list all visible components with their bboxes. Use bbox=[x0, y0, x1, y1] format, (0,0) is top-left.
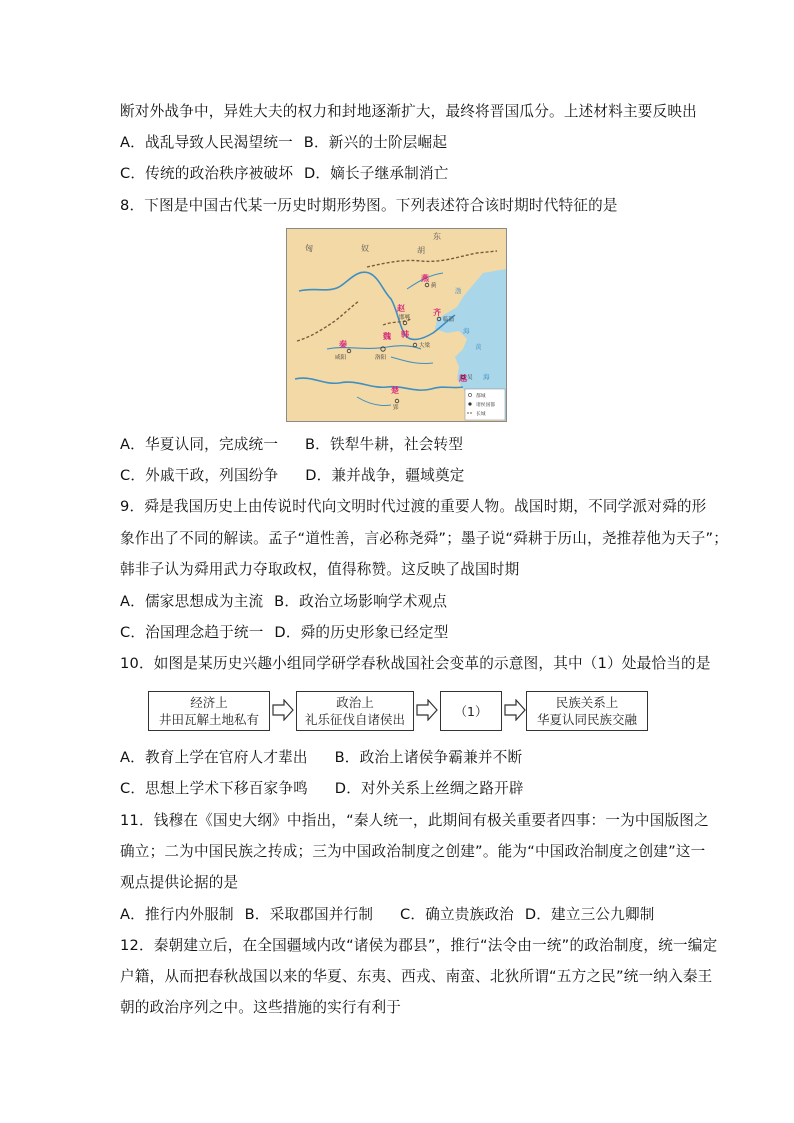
flow-arrow-2 bbox=[416, 699, 438, 721]
map-label-donghai: 海 bbox=[483, 373, 490, 381]
map-label-handan: 邯郸 bbox=[399, 315, 411, 321]
map-label-chu: 楚 bbox=[391, 386, 399, 395]
q10-option-c[interactable]: C．思想上学术下移百家争鸣 bbox=[120, 780, 308, 797]
flow-box-economy bbox=[148, 691, 270, 731]
q11-option-d[interactable]: D．建立三公九卿制 bbox=[524, 906, 655, 923]
q9-options-row2 bbox=[120, 623, 449, 643]
legend-label-capital: 都城 bbox=[476, 394, 486, 399]
map-label-luoyang: 洛阳 bbox=[375, 355, 387, 361]
flow-box-blank-text: （1） bbox=[454, 703, 488, 719]
map-label-huanghai: 黄 bbox=[475, 343, 482, 351]
q9-stem-line2: 象作出了不同的解读。孟子“道性善，言必称尧舜”；墨子说“舜耕于历山，尧推荐他为天子”； bbox=[120, 530, 729, 547]
q7-option-c[interactable]: C．传统的政治秩序被破坏 bbox=[120, 165, 294, 182]
q12-stem-line2: 户籍，从而把春秋战国以来的华夏、东夷、西戎、南蛮、北狄所谓“五方之民”统一纳入秦王 bbox=[120, 968, 713, 985]
q10-options-row2 bbox=[120, 779, 524, 799]
q11-option-a[interactable]: A．推行内外服制 bbox=[120, 906, 234, 923]
map-label-zhao: 赵 bbox=[397, 304, 405, 313]
q8-options-row2 bbox=[120, 466, 465, 486]
map-label-ji: 蓟 bbox=[431, 283, 437, 289]
q8-stem: 8．下图是中国古代某一历史时期形势图。下列表述符合该时期时代特征的是 bbox=[120, 197, 618, 214]
q8-option-a[interactable]: A．华夏认同，完成统一 bbox=[120, 436, 279, 453]
map-label-donghu-1: 东 bbox=[433, 232, 441, 241]
warring-states-map bbox=[286, 228, 507, 422]
map-label-sea: 海 bbox=[463, 327, 470, 335]
map-label-donghu-2: 胡 bbox=[417, 246, 425, 255]
flow-box-economy-title: 经济上 bbox=[190, 695, 228, 710]
q9-option-c[interactable]: C．治国理念趋于统一 bbox=[120, 624, 264, 641]
q9-options-row1 bbox=[120, 592, 447, 612]
q12-stem-line1: 12．秦朝建立后，在全国疆域内改“诸侯为郡县”，推行“法令由一统”的政治制度，统一编定 bbox=[120, 937, 718, 954]
map-label-wu: 吴 bbox=[467, 375, 473, 381]
q11-stem-line1: 11．钱穆在《国史大纲》中指出，“秦人统一，此期间有极关重要者四事：一为中国版图之 bbox=[120, 812, 709, 829]
q11-options-row bbox=[120, 905, 655, 925]
q8-options-row1 bbox=[120, 435, 463, 455]
legend-label-state-capital: 诸侯国都 bbox=[476, 403, 496, 408]
q10-stem: 10．如图是某历史兴趣小组同学研学春秋战国社会变革的示意图，其中（1）处最恰当的是 bbox=[120, 655, 711, 672]
map-label-xiongnu-2: 奴 bbox=[361, 244, 369, 253]
map-svg bbox=[287, 229, 506, 421]
map-label-xianyang: 咸阳 bbox=[335, 355, 347, 361]
flow-box-politics-title: 政治上 bbox=[336, 695, 374, 710]
q7-option-d[interactable]: D．嫡长子继承制消亡 bbox=[303, 165, 449, 182]
q10-option-d[interactable]: D．对外关系上丝绸之路开辟 bbox=[334, 780, 524, 797]
q9-option-a[interactable]: A．儒家思想成为主流 bbox=[120, 593, 264, 610]
q9-option-d[interactable]: D．舜的历史形象已经定型 bbox=[274, 624, 449, 641]
map-label-bohai: 渤 bbox=[455, 287, 462, 295]
q9-stem-line1: 9．舜是我国历史上由传说时代向文明时代过渡的重要人物。战国时期，不同学派对舜的形 bbox=[120, 498, 707, 515]
q7-options-row2 bbox=[120, 164, 449, 184]
q8-option-d[interactable]: D．兼并战争，疆域奠定 bbox=[305, 467, 465, 484]
flow-box-ethnic-text: 华夏认同民族交融 bbox=[536, 712, 637, 727]
q7-stem-tail: 断对外战争中，异姓大夫的权力和封地逐渐扩大，最终将晋国瓜分。上述材料主要反映出 bbox=[120, 103, 697, 120]
q10-option-a[interactable]: A．教育上学在官府人才辈出 bbox=[120, 749, 308, 766]
q7-option-b[interactable]: B．新兴的士阶层崛起 bbox=[303, 134, 448, 151]
q8-option-c[interactable]: C．外戚干政，列国纷争 bbox=[120, 467, 279, 484]
q7-option-a[interactable]: A．战乱导致人民渴望统一 bbox=[120, 134, 293, 151]
q11-stem-line2: 确立；二为中国民族之抟成；三为中国政治制度之创建”。能为“中国政治制度之创建”这一 bbox=[120, 843, 706, 860]
map-label-yue: 越 bbox=[459, 374, 467, 383]
q7-options-row1 bbox=[120, 133, 447, 153]
map-label-qi: 齐 bbox=[433, 308, 441, 317]
q11-option-b[interactable]: B．采取郡国并行制 bbox=[244, 906, 374, 923]
q11-option-c[interactable]: C．确立贵族政治 bbox=[400, 906, 514, 923]
q12-stem-line3: 朝的政治序列之中。这些措施的实行有利于 bbox=[120, 999, 402, 1016]
legend-label-wall: 长城 bbox=[476, 412, 486, 417]
flow-arrow-3 bbox=[504, 699, 526, 721]
map-label-linzi: 临淄 bbox=[443, 317, 455, 323]
map-label-qin: 秦 bbox=[339, 340, 347, 349]
map-legend bbox=[465, 389, 505, 420]
map-label-wei: 魏 bbox=[383, 332, 391, 341]
map-label-xiongnu-1: 匈 bbox=[305, 244, 313, 253]
q10-option-b[interactable]: B．政治上诸侯争霸兼并不断 bbox=[334, 749, 523, 766]
flow-box-economy-text: 井田瓦解土地私有 bbox=[158, 712, 259, 727]
legend-state-capital-symbol bbox=[468, 402, 471, 405]
flow-box-politics bbox=[296, 691, 414, 731]
q10-options-row1 bbox=[120, 748, 522, 768]
flow-box-politics-text: 礼乐征伐自诸侯出 bbox=[304, 712, 405, 727]
q9-option-b[interactable]: B．政治立场影响学术观点 bbox=[274, 593, 448, 610]
flow-box-ethnic bbox=[526, 691, 648, 731]
map-label-han: 韩 bbox=[401, 330, 409, 339]
q8-option-b[interactable]: B．铁犁牛耕，社会转型 bbox=[304, 436, 464, 453]
map-label-ying: 郢 bbox=[393, 405, 399, 411]
flow-box-ethnic-title: 民族关系上 bbox=[555, 695, 619, 710]
map-label-yan: 燕 bbox=[421, 274, 429, 283]
flow-box-blank bbox=[440, 691, 502, 731]
map-label-daliang: 大梁 bbox=[419, 343, 431, 349]
q9-stem-line3: 韩非子认为舜用武力夺取政权，值得称赞。这反映了战国时期 bbox=[120, 561, 520, 578]
q11-stem-line3: 观点提供论据的是 bbox=[120, 874, 239, 891]
flow-arrow-1 bbox=[272, 699, 294, 721]
